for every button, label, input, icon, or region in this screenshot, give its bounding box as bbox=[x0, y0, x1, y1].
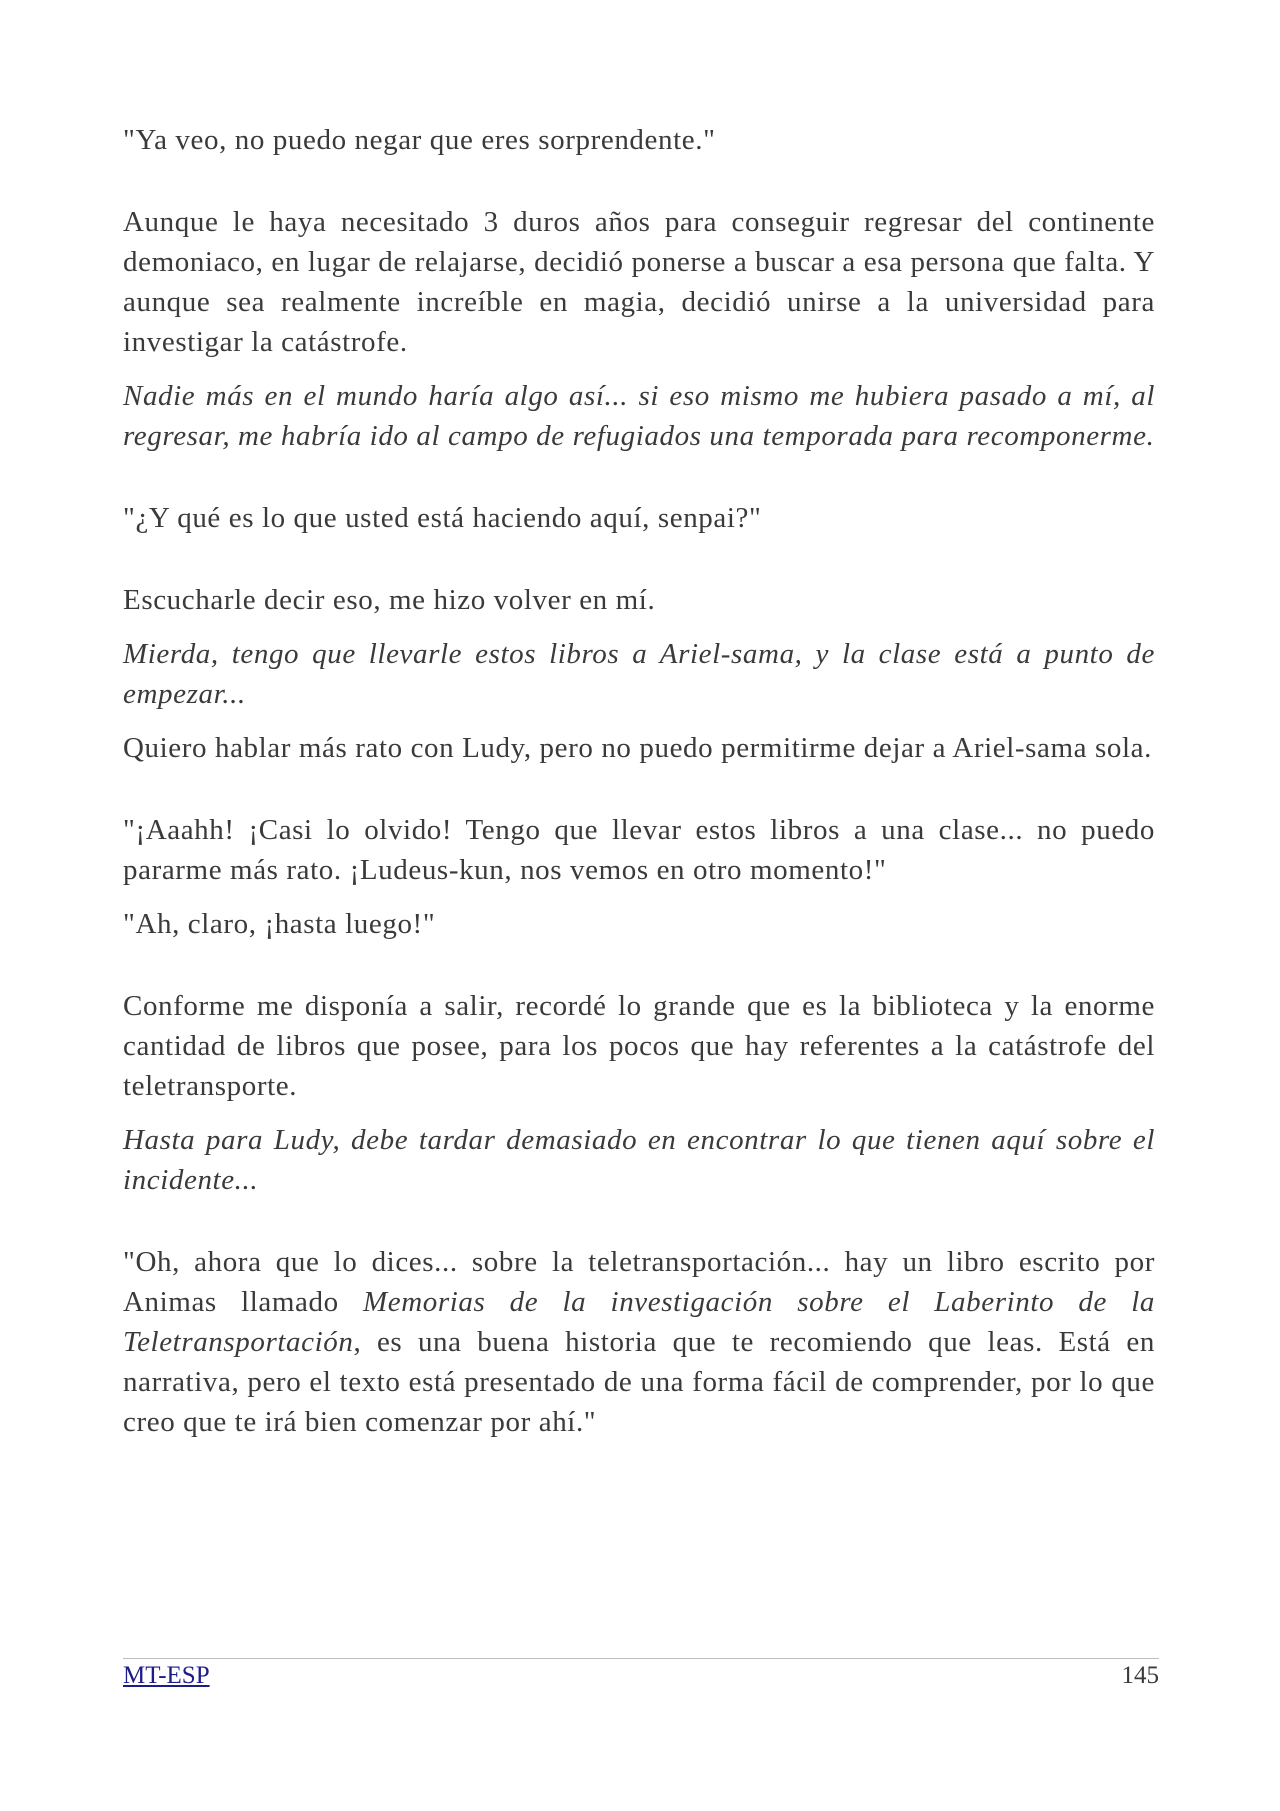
dialogue-paragraph bbox=[123, 1242, 1155, 1442]
narration-paragraph: Aunque le haya necesitado 3 duros años para conseguir regresar del continente demoniaco, en lugar de relajarse, decidió ponerse a buscar a esa persona que falta. Y aunque sea realmente increíble en magia, decidió unirse a la universidad para investigar la catástrofe. bbox=[123, 206, 1155, 358]
dialogue-text-end: , es una buena historia que te recomiendo que leas. Está en narrativa, pero el texto está presentado de una forma fácil de comprender, por lo que creo que te irá bien comenzar por ahí." bbox=[123, 1326, 1155, 1438]
narration-paragraph: Quiero hablar más rato con Ludy, pero no puedo permitirme dejar a Ariel-sama sola. bbox=[123, 732, 1152, 764]
dialogue-paragraph: "Ya veo, no puedo negar que eres sorprendente." bbox=[123, 124, 716, 156]
narration-paragraph: Conforme me disponía a salir, recordé lo grande que es la biblioteca y la enorme cantidad de libros que posee, para los pocos que hay referentes a la catástrofe del teletransporte. bbox=[123, 990, 1155, 1102]
thought-paragraph: Mierda, tengo que llevarle estos libros a Ariel-sama, y la clase está a punto de empezar... bbox=[123, 638, 1155, 710]
footer-divider bbox=[123, 1658, 1159, 1659]
thought-paragraph: Nadie más en el mundo haría algo así... si eso mismo me hubiera pasado a mí, al regresar, me habría ido al campo de refugiados una temporada para recomponerme. bbox=[123, 380, 1155, 452]
dialogue-paragraph: "¿Y qué es lo que usted está haciendo aquí, senpai?" bbox=[123, 502, 762, 534]
dialogue-text-start: "Oh, ahora que lo dices... sobre la teletransportación... hay un libro escrito por Animas llamado bbox=[123, 1246, 1155, 1318]
page-body bbox=[123, 120, 1155, 1442]
book-title: Memorias de la investigación sobre el Laberinto de la Teletransportación bbox=[123, 1286, 1155, 1358]
page-number: 145 bbox=[1121, 1662, 1159, 1689]
thought-paragraph: Hasta para Ludy, debe tardar demasiado en encontrar lo que tienen aquí sobre el incidente... bbox=[123, 1124, 1155, 1196]
footer-link[interactable]: MT-ESP bbox=[123, 1662, 210, 1689]
dialogue-paragraph: "¡Aaahh! ¡Casi lo olvido! Tengo que llevar estos libros a una clase... no puedo pararme más rato. ¡Ludeus-kun, nos vemos en otro momento!" bbox=[123, 814, 1155, 886]
dialogue-paragraph: "Ah, claro, ¡hasta luego!" bbox=[123, 908, 436, 940]
narration-paragraph: Escucharle decir eso, me hizo volver en mí. bbox=[123, 584, 656, 616]
